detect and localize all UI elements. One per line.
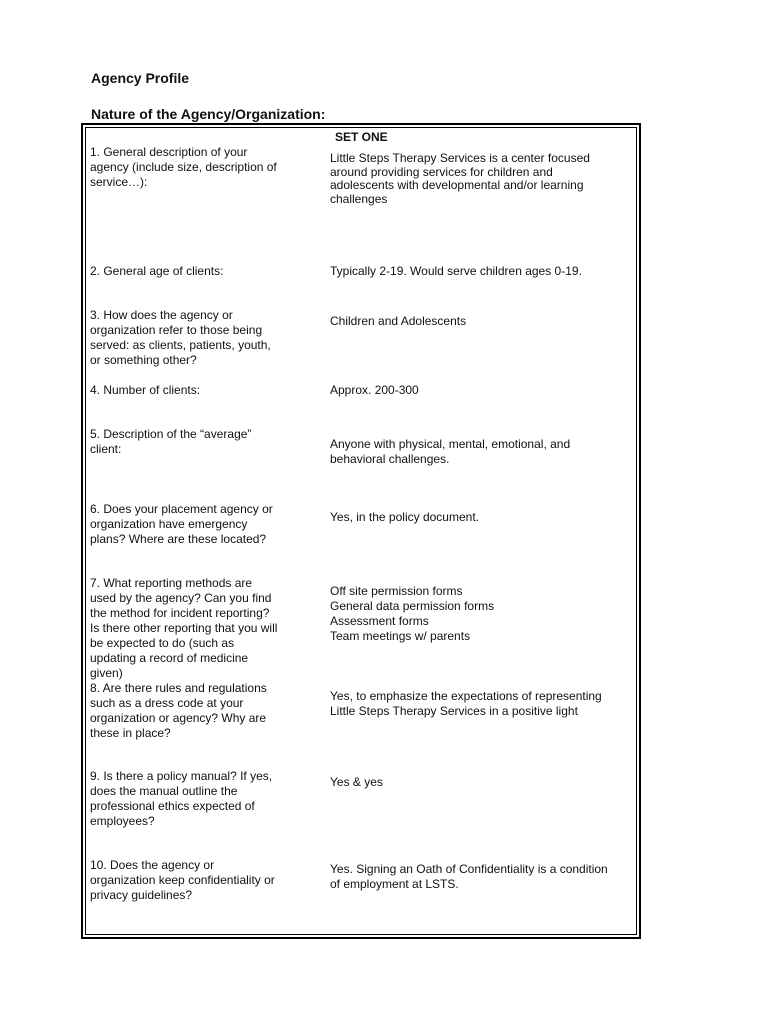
question-9: 9. Is there a policy manual? If yes, does the manual outline the professional ethics expected of employees? xyxy=(90,769,273,828)
question-3: 3. How does the agency or organization refer to those being served: as clients, patients, youth, or something other? xyxy=(90,308,271,367)
question-4: 4. Number of clients: xyxy=(90,383,201,397)
answer-1: Little Steps Therapy Services is a center focused around providing services for children and adolescents with developmental and/or learning challenges xyxy=(330,151,590,206)
question-7: 7. What reporting methods are used by the agency? Can you find the method for incident reporting? Is there other reporting that you will be expected to do (such as updating a record of medicine given) xyxy=(90,576,278,680)
answer-6: Yes, in the policy document. xyxy=(330,510,479,524)
question-10: 10. Does the agency or organization keep confidentiality or privacy guidelines? xyxy=(90,858,275,902)
answer-4: Approx. 200-300 xyxy=(330,383,419,397)
section-title: Nature of the Agency/Organization: xyxy=(91,106,326,122)
answer-8: Yes, to emphasize the expectations of representing Little Steps Therapy Services in a positive light xyxy=(330,689,602,718)
question-1: 1. General description of your agency (include size, description of service…): xyxy=(90,145,277,189)
question-6: 6. Does your placement agency or organization have emergency plans? Where are these located? xyxy=(90,502,273,546)
answer-9: Yes & yes xyxy=(330,775,383,789)
answer-3: Children and Adolescents xyxy=(330,314,467,328)
answer-2: Typically 2-19. Would serve children ages 0-19. xyxy=(330,264,582,278)
answer-7: Off site permission forms General data permission forms Assessment forms Team meetings w/ parents xyxy=(330,584,495,643)
question-5: 5. Description of the “average” client: xyxy=(90,427,252,456)
answer-5: Anyone with physical, mental, emotional, and behavioral challenges. xyxy=(330,437,571,466)
set-label: SET ONE xyxy=(335,130,388,144)
page-title: Agency Profile xyxy=(91,70,190,86)
answer-10: Yes. Signing an Oath of Confidentiality is a condition of employment at LSTS. xyxy=(330,862,608,891)
question-2: 2. General age of clients: xyxy=(90,264,224,278)
question-8: 8. Are there rules and regulations such as a dress code at your organization or agency? Why are these in place? xyxy=(90,681,267,740)
